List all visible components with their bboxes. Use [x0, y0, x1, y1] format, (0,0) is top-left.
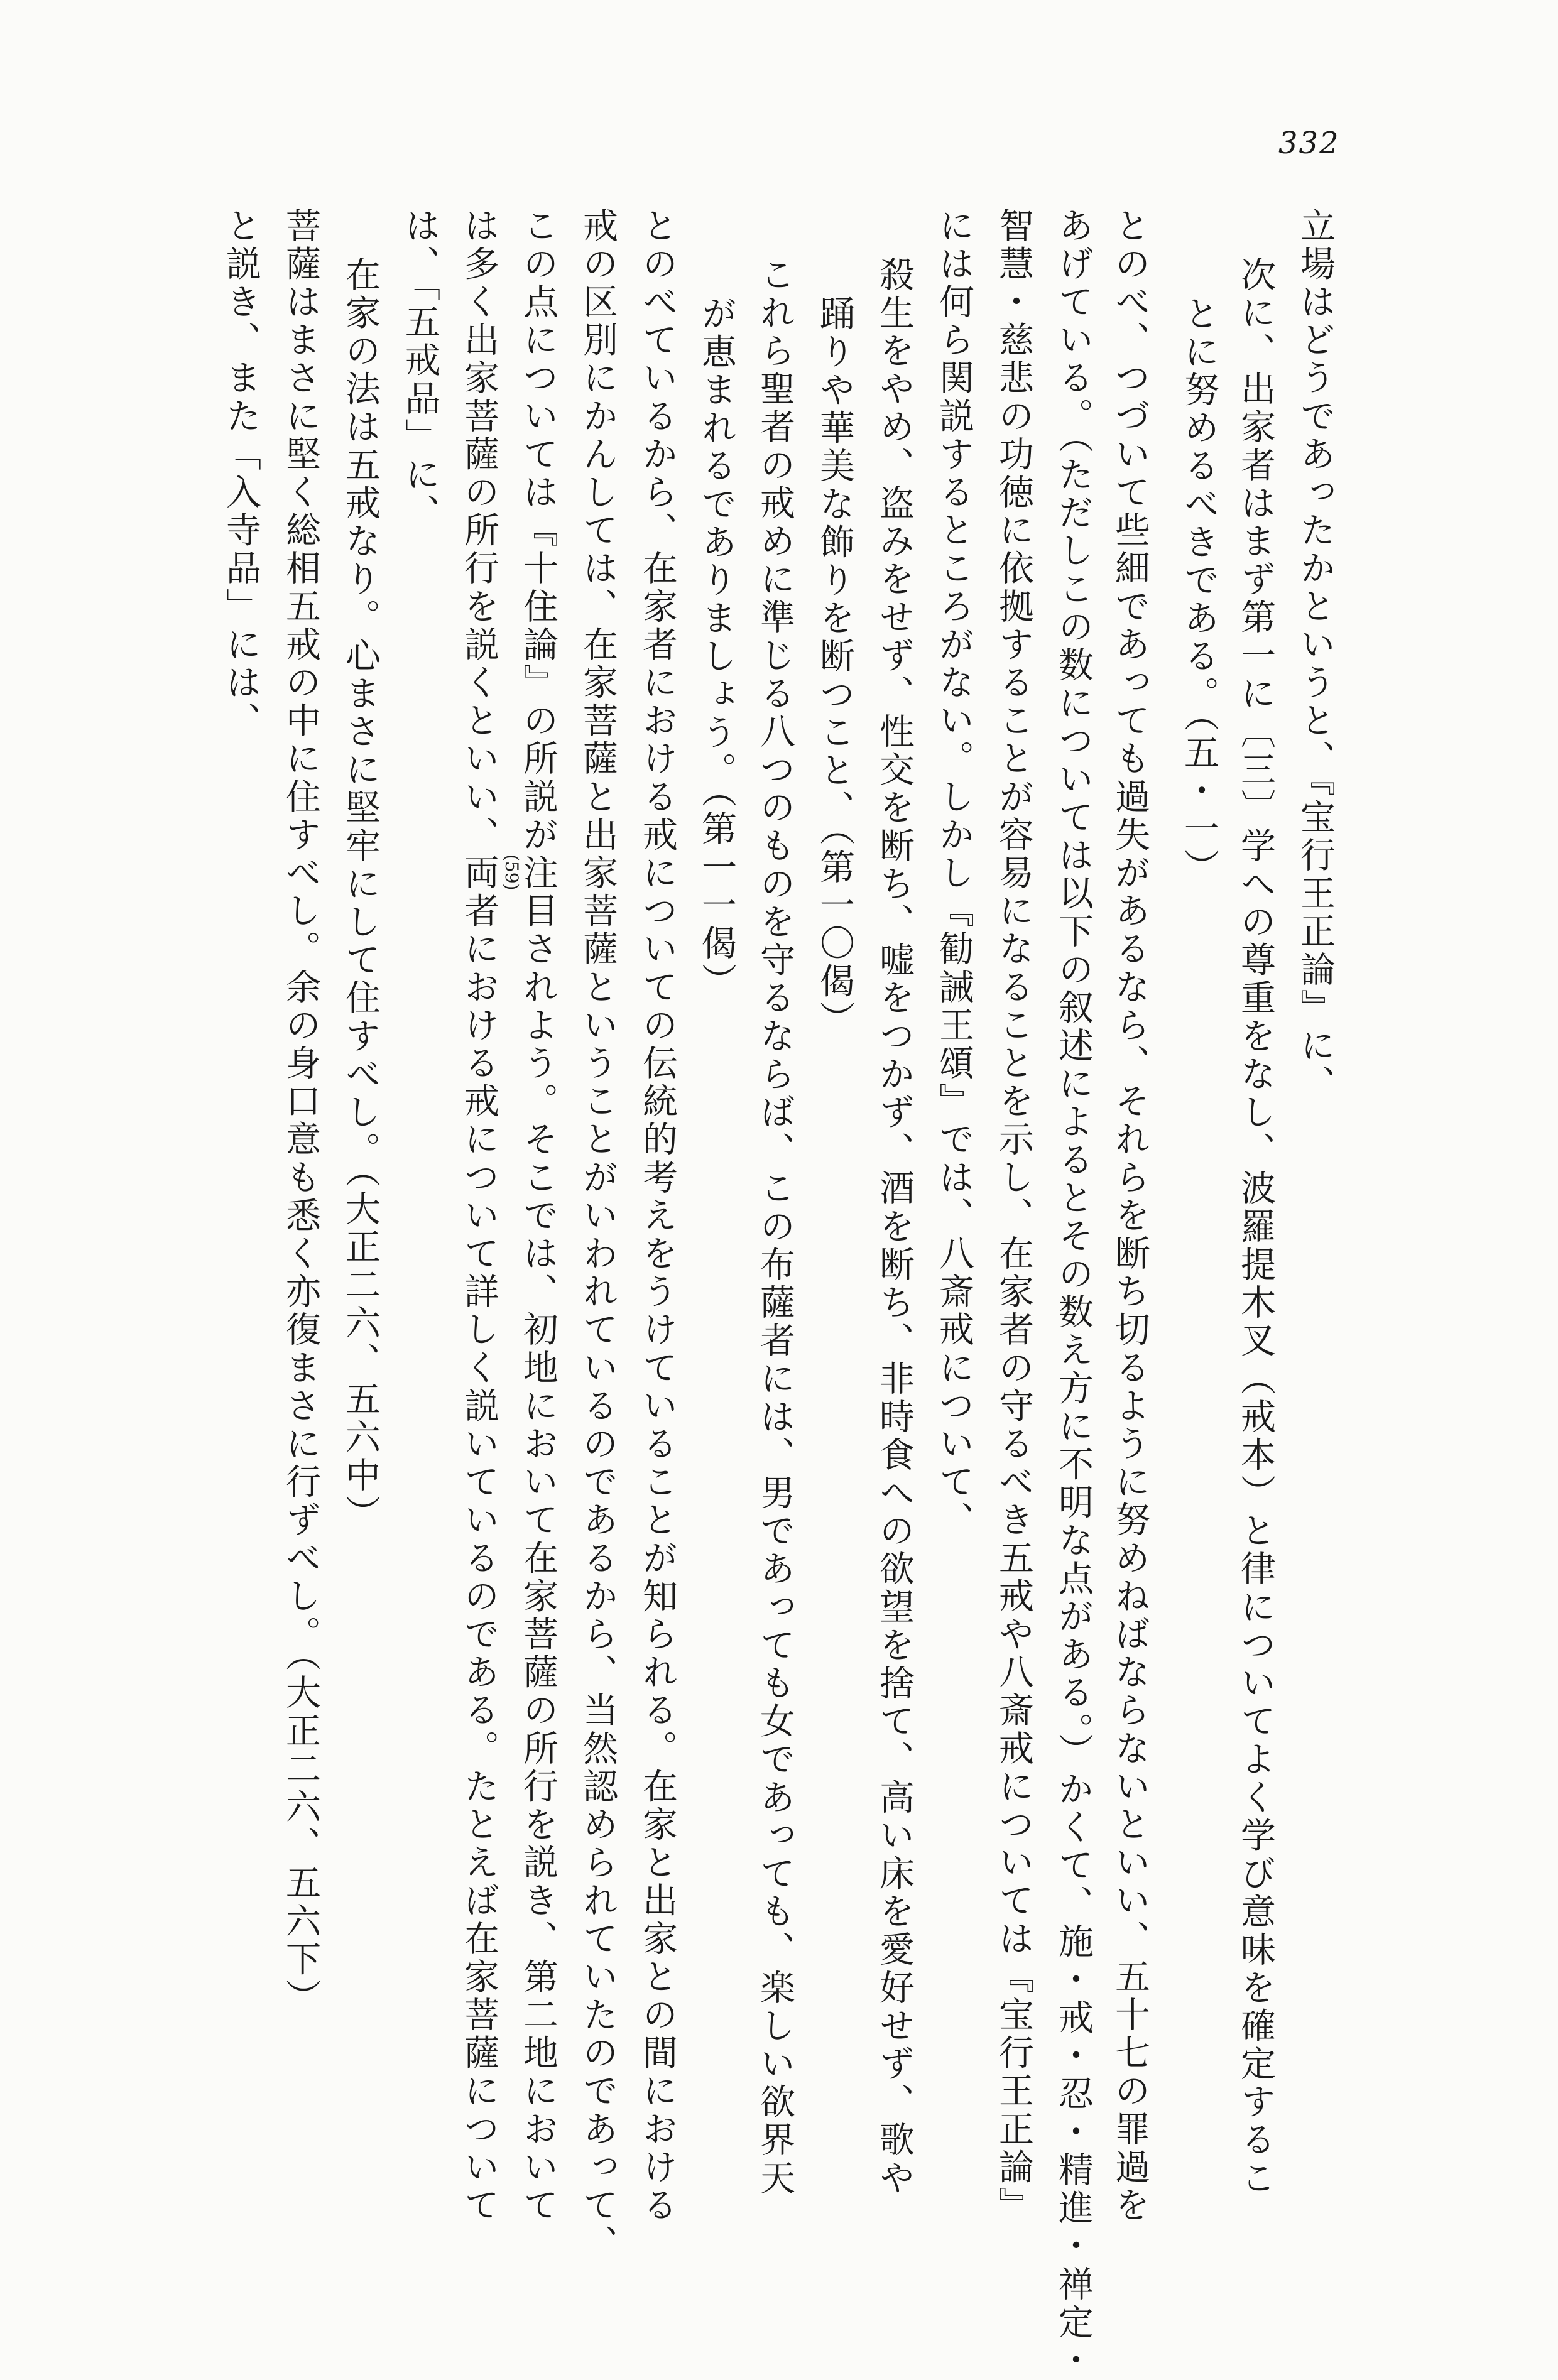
text-column: この点については『十住論』の所説が注目されよう。そこでは、初地において在家菩薩の所行を説き、第二地において	[518, 207, 558, 2225]
text-column: 立場はどうであったかというと、『宝行王正論』に、	[1295, 207, 1336, 1104]
footnote-marker	[494, 854, 529, 890]
text-column: とに努めるべきである。（五・一）	[1179, 295, 1219, 887]
text-column: と説き、また「入寺品」には、	[221, 207, 261, 741]
text-column: は多く出家菩薩の所行を説くといい、両者における戒について詳しく説いているのである。たとえば在家菩薩について	[459, 207, 499, 2225]
text-column: 智慧・慈悲の功徳に依拠することが容易になることを示し、在家者の守るべき五戒や八斎戒については『宝行王正論』	[993, 207, 1034, 2225]
text-column: 菩薩はまさに堅く総相五戒の中に住すべし。余の身口意も悉く亦復まさに行ずべし。（大正二六、五六下）	[280, 207, 321, 2017]
text-column: 戒の区別にかんしては、在家菩薩と出家菩薩ということがいわれているのであるから、当然認められていたのであって、	[577, 207, 618, 2263]
text-column: とのべ、つづいて些細であっても過失があるなら、それらを断ち切るように努めねばならないといい、五十七の罪過を	[1109, 207, 1150, 2225]
footnote-marker-59: (59)	[501, 854, 522, 891]
page-number: 332	[1278, 126, 1340, 161]
text-column: とのべているから、在家者における戒についての伝統的考えをうけていることが知られる。在家と出家との間における	[637, 207, 678, 2225]
text-column: には何ら関説するところがない。しかし『勧誡王頌』では、八斎戒について、	[934, 207, 974, 1540]
text-column: あげている。（ただしこの数については以下の叙述によるとその数え方に不明な点がある。）かくて、施・戒・忍・精進・禅定・	[1053, 207, 1094, 2380]
text-column: 殺生をやめ、盗みをせず、性交を断ち、嘘をつかず、酒を断ち、非時食への欲望を捨て、高い床を愛好せず、歌や	[874, 256, 915, 2198]
text-column: は、「五戒品」に、	[400, 207, 440, 533]
text-column: これら聖者の戒めに準じる八つのものを守るならば、この布薩者には、男であっても女であっても、楽しい欲界天	[754, 256, 795, 2198]
text-column: が恵まれるでありましょう。（第一一偈）	[696, 295, 737, 1001]
text-column: 次に、出家者はまず第一に〔三〕学への尊重をなし、波羅提木叉（戒本）と律についてよく学び意味を確定するこ	[1235, 256, 1276, 2198]
text-column: 在家の法は五戒なり。心まさに堅牢にして住すべし。（大正二六、五六中）	[340, 256, 381, 1533]
text-column: 踊りや華美な飾りを断つこと、（第一〇偈）	[814, 295, 855, 1039]
